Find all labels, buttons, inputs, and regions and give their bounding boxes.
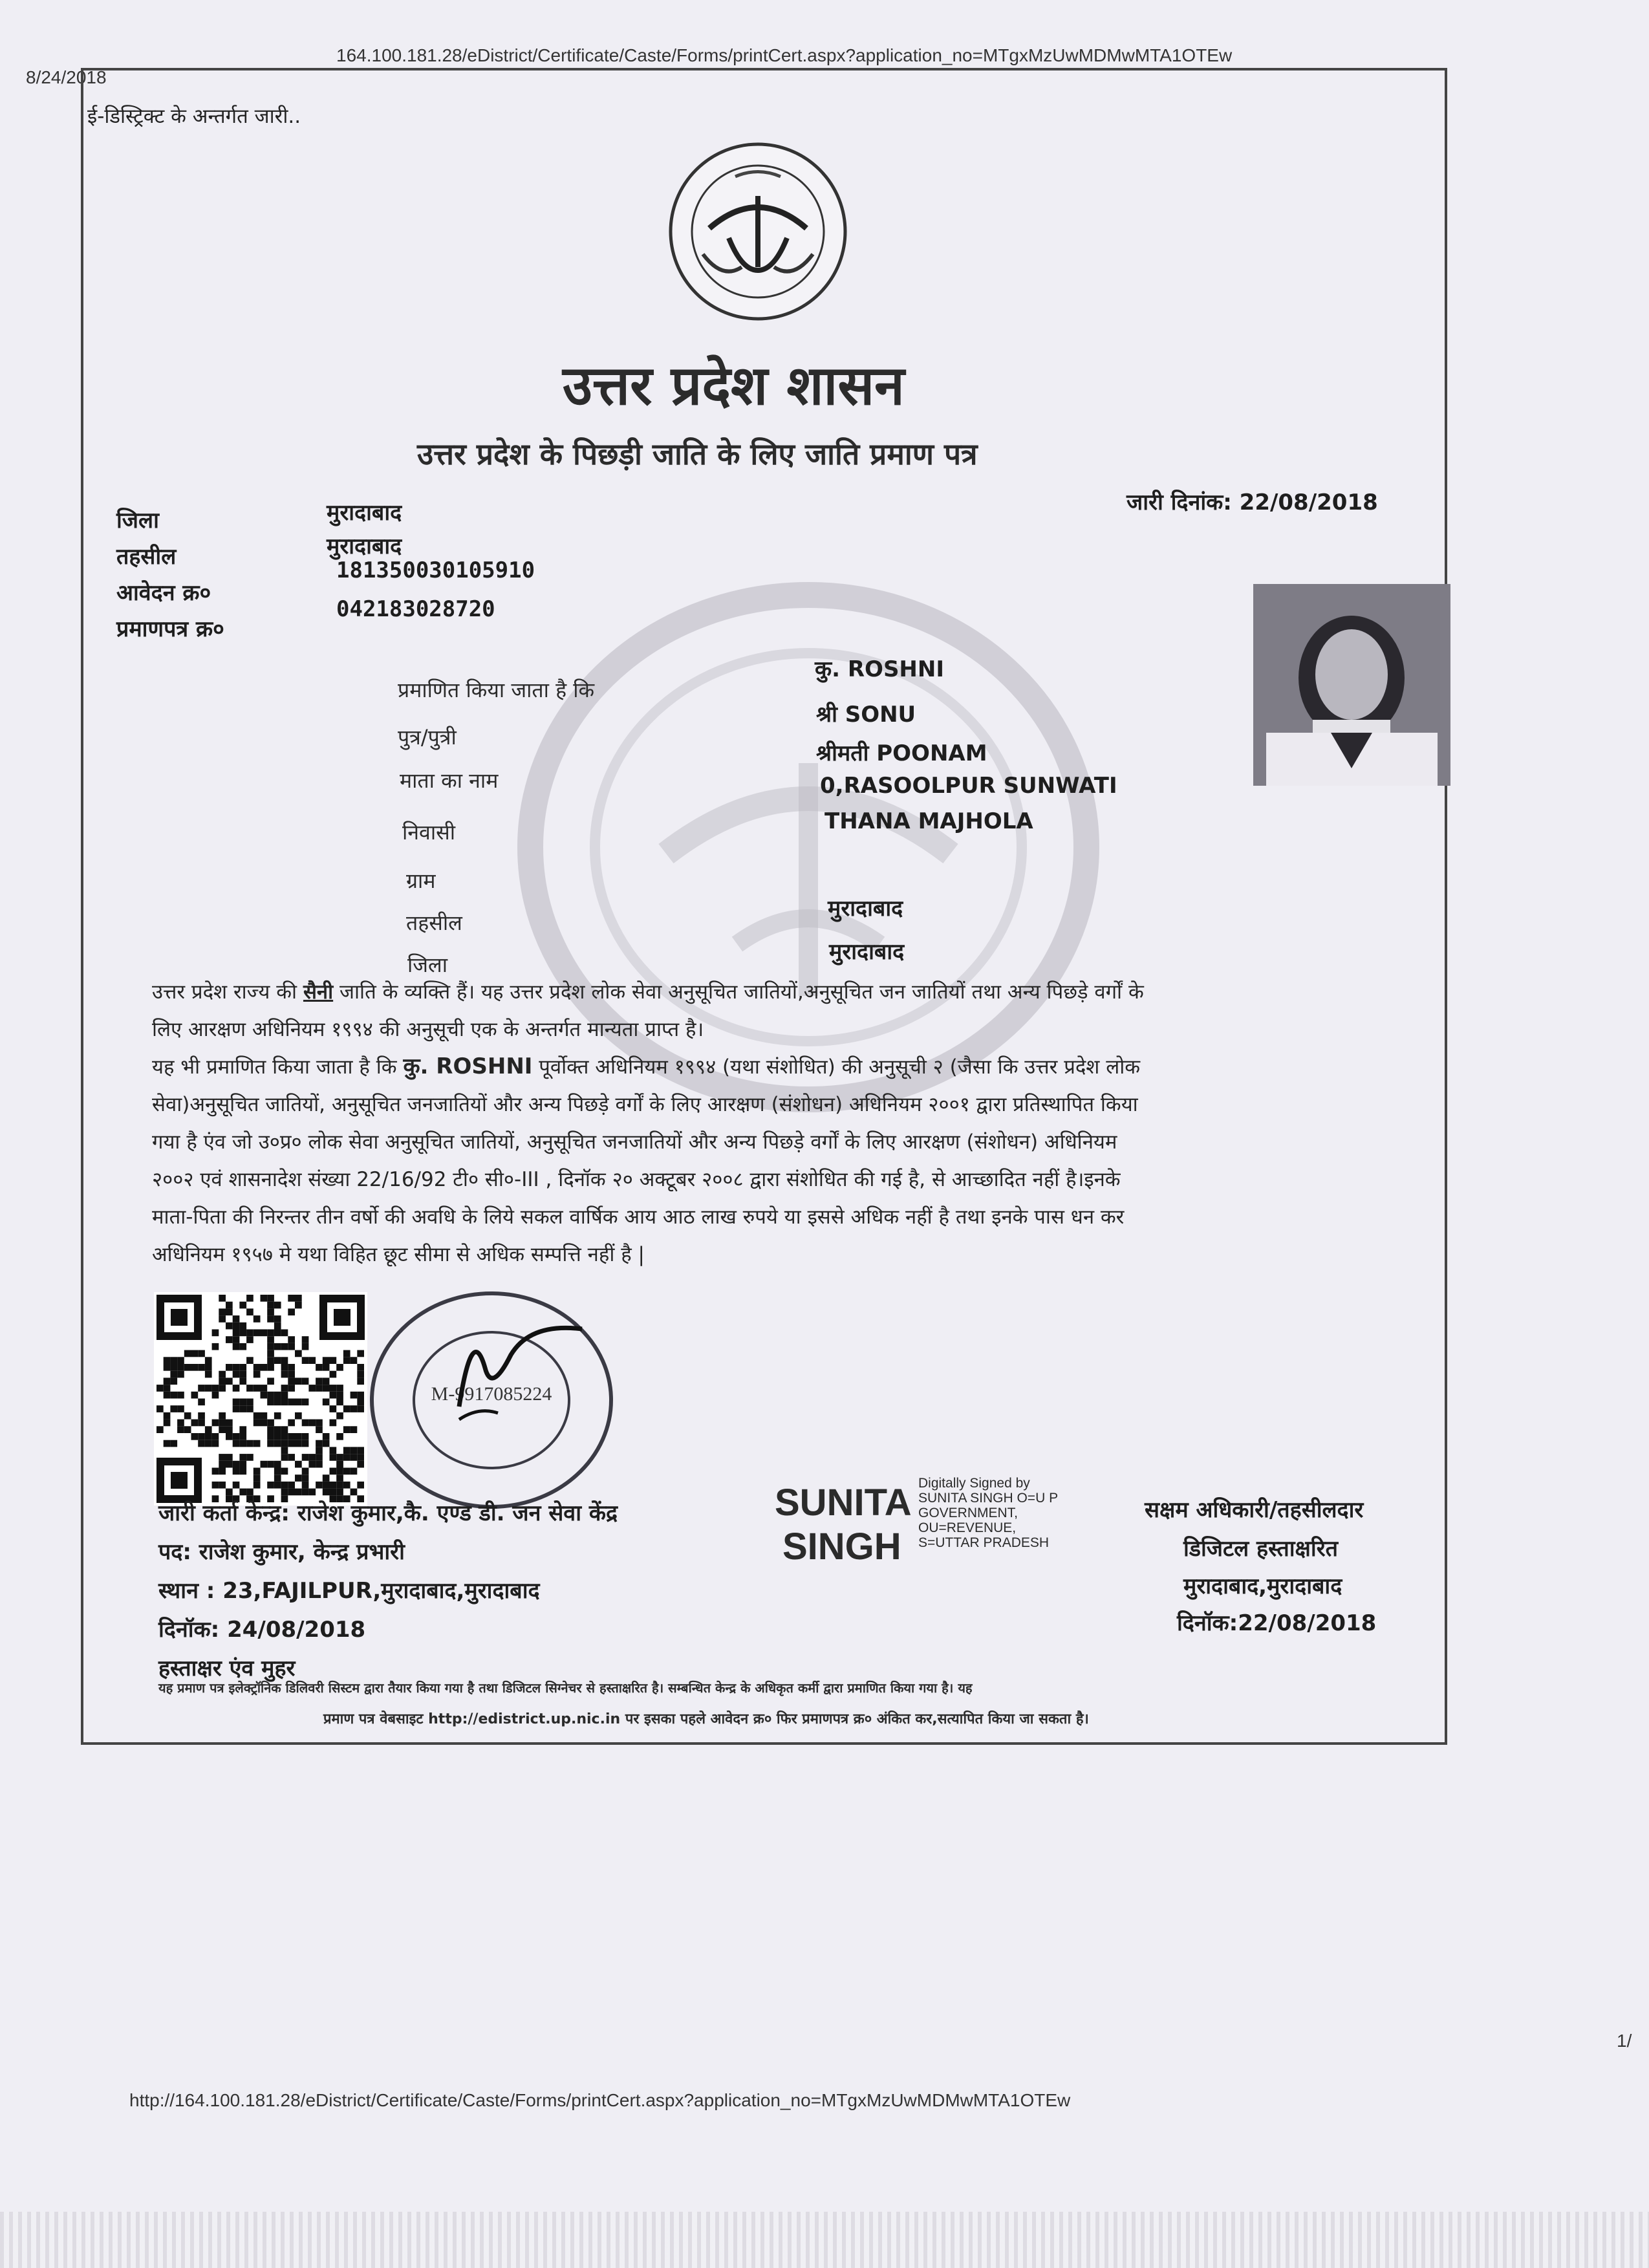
- para1-rest: जाति के व्यक्ति हैं। यह उत्तर प्रदेश लोक सेवा अनुसूचित जातियों,अनुसूचित जन जातियों तथा अन्य पिछड़े वर्गों के: [333, 980, 1144, 1004]
- application-no-label: आवेदन क्र०: [116, 580, 211, 606]
- digital-sig-line-5: S=UTTAR PRADESH: [918, 1535, 1050, 1550]
- district-value: मुरादाबाद: [327, 500, 402, 526]
- certified-label: प्रमाणित किया जाता है कि: [398, 678, 595, 702]
- applicant-photo: [1253, 584, 1450, 786]
- issue-date: जारी दिनांक: 22/08/2018: [1126, 490, 1378, 515]
- district-label: जिला: [116, 508, 159, 534]
- digital-sig-line-2: SUNITA SINGH O=U P: [918, 1491, 1059, 1506]
- certificate-title: उत्तर प्रदेश शासन: [563, 354, 905, 417]
- tehsil2-value: मुरादाबाद: [828, 896, 903, 922]
- tehsil2-label: तहसील: [406, 911, 462, 935]
- district2-label: जिला: [407, 953, 448, 977]
- issuer-date: दिनॉक: 24/08/2018: [158, 1617, 366, 1643]
- para2-line6: अधिनियम १९५७ मे यथा विहित छूट सीमा से अधिक सम्पत्ति नहीं है |: [152, 1243, 645, 1266]
- authority-place: मुरादाबाद,मुरादाबाद: [1183, 1573, 1342, 1599]
- paragraph-declaration: [152, 1048, 1140, 1273]
- caste-name: सैनी: [303, 980, 334, 1004]
- district2-value: मुरादाबाद: [829, 939, 905, 965]
- para2-line2: सेवा)अनुसूचित जातियों, अनुसूचित जनजातियों और अन्य पिछड़े वर्गों के लिए आरक्षण (संशोधन) अधिनियम २००१ द्वारा प्रतिस्थापित किया: [152, 1093, 1138, 1116]
- address-line-2: THANA MAJHOLA: [824, 808, 1033, 834]
- para2-line3: गया है एंव जो उ०प्र० लोक सेवा अनुसूचित जातियों, अनुसूचित जनजातियों और अन्य पिछड़े वर्गों के लिए आरक्षण (संशोधन) अधिनियम: [152, 1130, 1117, 1154]
- para1-start: उत्तर प्रदेश राज्य की: [152, 980, 303, 1004]
- para2-line4: २००२ एवं शासनादेश संख्या 22/16/92 टी० सी०-III , दिनॉक २० अक्टूबर २००८ द्वारा संशोधित की गई है, से आच्छादित नहीं है।इनके: [152, 1168, 1121, 1191]
- para2-applicant-name: कु. ROSHNI: [403, 1053, 533, 1079]
- para1-line2: लिए आरक्षण अधिनियम १९९४ की अनुसूची एक के अन्तर्गत मान्यता प्राप्त है।: [152, 1018, 704, 1041]
- issuer-post: पद: राजेश कुमार, केन्द्र प्रभारी: [158, 1539, 405, 1565]
- father-name: श्री SONU: [816, 702, 916, 728]
- issuer-centre: जारी कर्ता केन्द्र: राजेश कुमार,कै. एण्ड डी. जन सेवा केंद्र: [158, 1500, 618, 1526]
- applicant-name: कु. ROSHNI: [815, 656, 944, 682]
- resident-label: निवासी: [402, 820, 456, 845]
- print-page-number: 1/: [1617, 2031, 1632, 2051]
- paragraph-caste: [152, 973, 1144, 1048]
- digital-sig-line-4: OU=REVENUE,: [918, 1520, 1017, 1535]
- up-govt-emblem: [664, 141, 852, 322]
- print-url-bottom: http://164.100.181.28/eDistrict/Certificate/Caste/Forms/printCert.aspx?application_no=MTgxMzUwMDMwMTA1OTEw: [129, 2090, 1071, 2110]
- mother-label: माता का नाम: [400, 768, 499, 793]
- certificate-no-label: प्रमाणपत्र क्र०: [116, 616, 224, 642]
- print-date: 8/24/2018: [26, 67, 107, 87]
- village-label: ग्राम: [406, 869, 436, 893]
- round-stamp: [362, 1284, 621, 1517]
- issued-under-note: ई-डिस्ट्रिक्ट के अन्तर्गत जारी..: [87, 105, 301, 128]
- para2-rest: पूर्वोक्त अधिनियम १९९४ (यथा संशोधित) की अनुसूची २ (जैसा कि उत्तर प्रदेश लोक: [532, 1055, 1141, 1079]
- qr-code: [154, 1292, 367, 1506]
- certificate-subtitle: उत्तर प्रदेश के पिछड़ी जाति के लिए जाति प्रमाण पत्र: [417, 437, 978, 471]
- digital-sig-line-1: Digitally Signed by: [918, 1476, 1030, 1491]
- mother-name: श्रीमती POONAM: [816, 740, 987, 766]
- authority-sign: डिजिटल हस्ताक्षरित: [1183, 1536, 1338, 1562]
- application-no-value: 181350030105910: [336, 557, 535, 583]
- digital-signature-block: [918, 1476, 1058, 1550]
- certificate-no-value: 042183028720: [336, 596, 495, 622]
- tehsil-value: मुरादाबाद: [327, 534, 402, 559]
- footer-line-2: प्रमाण पत्र वेबसाइट http://edistrict.up.nic.in पर इसका पहले आवेदन क्र० फिर प्रमाणपत्र क्र० अंकित कर,सत्यापित किया जा सकता है।: [323, 1711, 1089, 1727]
- digital-sig-line-3: GOVERNMENT,: [918, 1506, 1018, 1520]
- address-line-1: 0,RASOOLPUR SUNWATI: [820, 773, 1117, 799]
- stamp-number: M-9917085224: [431, 1383, 552, 1405]
- authority-date: दिनॉक:22/08/2018: [1177, 1610, 1377, 1636]
- issuer-place: स्थान : 23,FAJILPUR,मुरादाबाद,मुरादाबाद: [158, 1578, 540, 1604]
- signer-first-name: SUNITA: [775, 1482, 912, 1524]
- scan-artifact-stripe: [0, 2212, 1649, 2268]
- footer-line-1: यह प्रमाण पत्र इलेक्ट्रॉनिक डिलिवरी सिस्टम द्वारा तैयार किया गया है तथा डिजिटल सिग्नेचर से हस्ताक्षरित है। सम्बन्धित केन्द्र के अधिकृत कर्मी द्वारा प्रमाणित किया गया है। यह: [158, 1680, 973, 1696]
- son-daughter-label: पुत्र/पुत्री: [398, 725, 457, 750]
- signer-last-name: SINGH: [782, 1526, 901, 1568]
- issuer-sign-label: हस्ताक्षर एंव मुहर: [158, 1656, 296, 1681]
- print-url-top: 164.100.181.28/eDistrict/Certificate/Caste/Forms/printCert.aspx?application_no=MTgxMzUwMDMwMTA1OTEw: [336, 45, 1233, 65]
- para2-start: यह भी प्रमाणित किया जाता है कि: [152, 1055, 404, 1079]
- para2-line5: माता-पिता की निरन्तर तीन वर्षो की अवधि के लिये सकल वार्षिक आय आठ लाख रुपये या इससे अधिक नहीं है तथा इनके पास धन कर: [152, 1205, 1125, 1229]
- tehsil-label: तहसील: [116, 544, 177, 570]
- authority-title: सक्षम अधिकारी/तहसीलदार: [1145, 1497, 1364, 1523]
